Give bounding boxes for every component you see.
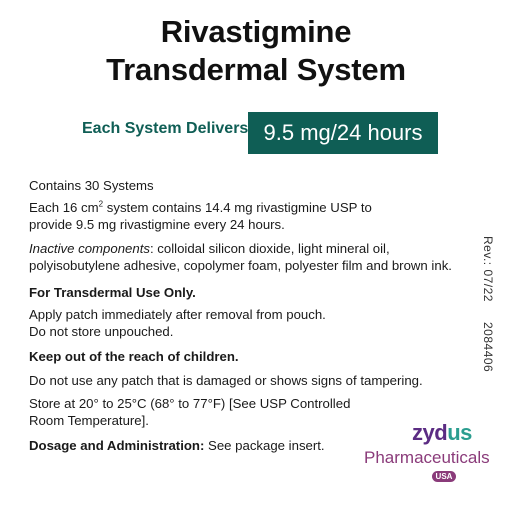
zydus-logo-wordmark (412, 420, 472, 446)
dosage-label: Dosage and Administration: (29, 438, 205, 453)
item-code: 2084406 (481, 322, 495, 373)
storage-instructions (29, 395, 469, 429)
apply-line1: Apply patch immediately after removal from pouch. (29, 307, 326, 322)
logo-us: us (447, 420, 472, 445)
inactive-label: Inactive components (29, 241, 150, 256)
transdermal-warning: For Transdermal Use Only. (29, 285, 196, 300)
logo-pharmaceuticals: Pharmaceuticals (364, 448, 490, 467)
product-title-line1: Rivastigmine (160, 14, 352, 49)
inactive-components (29, 240, 469, 274)
composition-line2: provide 9.5 mg rivastigmine every 24 hours. (29, 217, 285, 232)
composition-rest: system contains 14.4 mg rivastigmine USP to (103, 200, 372, 215)
composition-prefix: Each 16 cm (29, 200, 99, 215)
storage-line1: Store at 20° to 25°C (68° to 77°F) [See USP Controlled (29, 396, 351, 411)
storage-line2: Room Temperature]. (29, 413, 149, 428)
apply-instructions (29, 306, 469, 340)
dose-label: Each System Delivers (82, 120, 249, 137)
children-warning: Keep out of the reach of children. (29, 349, 239, 364)
inactive-line2: polyisobutylene adhesive, copolymer foam, polyester film and brown ink. (29, 258, 452, 273)
revision-code: Rev.: 07/22 (481, 236, 495, 302)
damage-warning: Do not use any patch that is damaged or shows signs of tampering. (29, 373, 423, 388)
composition-text (29, 199, 469, 233)
logo-usa-badge: USA (432, 471, 456, 482)
product-title-line2: Transdermal System (106, 52, 406, 87)
composition-superscript: 2 (98, 199, 104, 209)
logo-zyd: zyd (412, 420, 448, 445)
dosage-text: See package insert. (204, 438, 325, 453)
apply-line2: Do not store unpouched. (29, 324, 174, 339)
system-count: Contains 30 Systems (29, 178, 154, 193)
dose-value-badge: 9.5 mg/24 hours (248, 112, 438, 154)
inactive-text: : colloidal silicon dioxide, light mineral oil, (149, 241, 390, 256)
